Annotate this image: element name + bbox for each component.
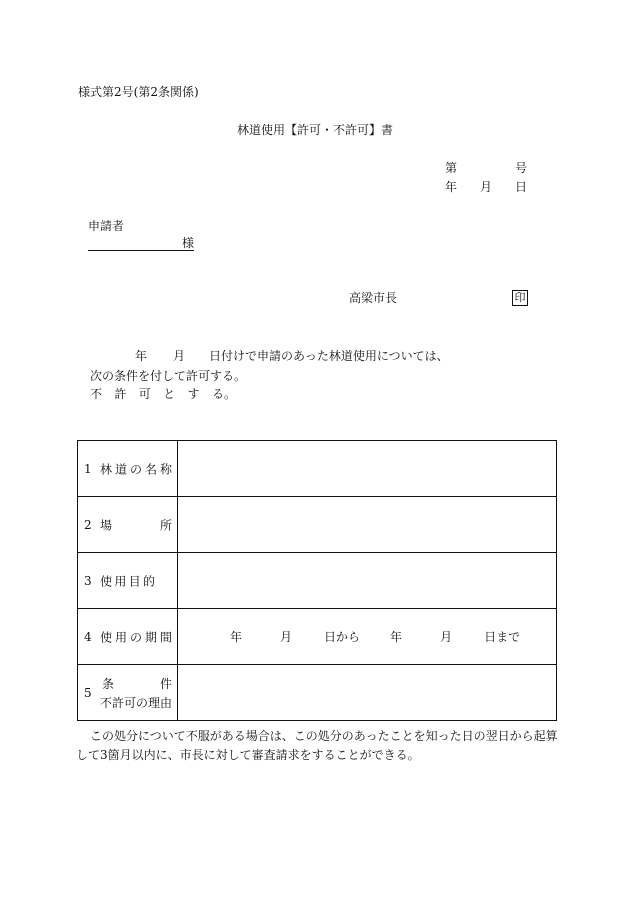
label-char: の — [129, 630, 142, 644]
row-label-location — [78, 497, 178, 553]
doc-date-day: 日 — [514, 180, 527, 194]
row-number: 3 — [84, 573, 92, 588]
row-number: 4 — [84, 629, 92, 644]
application-rest: 日付けで申請のあった林道使用については、 — [209, 349, 449, 363]
period-text — [178, 628, 556, 645]
deny-char: 不 — [90, 387, 103, 401]
issuer-name: 高梁市長 — [349, 291, 398, 305]
row-number: 1 — [84, 461, 92, 476]
row-value-forest-road-name[interactable] — [178, 441, 557, 497]
label-char: 条 — [102, 676, 115, 691]
applicant-label: 申請者 — [88, 219, 125, 233]
appeal-notice: この処分について不服がある場合は、この処分のあったことを知った日の翌日から起算して3箇月以内に、市長に対して審査請求をすることができる。 — [76, 729, 558, 762]
period-end-month: 月 — [440, 630, 453, 644]
application-month: 月 — [173, 349, 186, 363]
label-char: 名 — [144, 462, 157, 476]
label-char: 件 — [159, 676, 172, 691]
applicant-name-line — [88, 236, 194, 251]
application-year: 年 — [135, 349, 148, 363]
row-label-conditions — [78, 665, 178, 721]
row-value-purpose[interactable] — [178, 553, 557, 609]
label-char: 期 — [144, 630, 157, 644]
deny-reason-label: 不許可の理由 — [100, 695, 173, 710]
label-char: 用 — [114, 630, 127, 644]
row-number: 2 — [84, 517, 92, 532]
application-date-line — [135, 349, 449, 363]
label-char: 間 — [159, 630, 172, 644]
period-start-day: 日から — [324, 630, 361, 644]
label-char: の — [129, 462, 142, 476]
document-title: 林道使用【許可・不許可】書 — [236, 123, 393, 137]
label-char: 所 — [159, 518, 172, 532]
doc-no-suffix: 号 — [514, 161, 527, 175]
document-date — [445, 180, 527, 194]
label-char: 目 — [128, 574, 141, 588]
label-char: 林 — [100, 462, 113, 476]
row-value-period[interactable] — [178, 609, 557, 665]
doc-date-year: 年 — [445, 180, 458, 194]
form-number: 様式第2号(第2条関係) — [78, 85, 199, 99]
label-char: 称 — [159, 462, 172, 476]
deny-char: る。 — [211, 387, 236, 401]
applicant-honorific: 様 — [181, 236, 194, 250]
table-row — [78, 609, 557, 665]
label-char: 道 — [114, 462, 127, 476]
row-label-forest-road-name — [78, 441, 178, 497]
table-row — [78, 441, 557, 497]
label-char: 用 — [114, 574, 127, 588]
row-number: 5 — [84, 685, 92, 700]
period-start-month: 月 — [280, 630, 293, 644]
option-permit: 次の条件を付して許可する。 — [90, 369, 247, 383]
option-deny — [90, 387, 236, 401]
doc-no-prefix: 第 — [445, 161, 458, 175]
period-start-year: 年 — [230, 630, 243, 644]
row-value-conditions[interactable] — [178, 665, 557, 721]
period-end-day: 日まで — [484, 630, 521, 644]
period-end-year: 年 — [390, 630, 403, 644]
details-table — [77, 440, 557, 721]
row-value-location[interactable] — [178, 497, 557, 553]
label-char: 的 — [142, 574, 155, 588]
deny-char: 可 — [138, 387, 151, 401]
deny-char: す — [187, 387, 200, 401]
row-label-period — [78, 609, 178, 665]
row-label-purpose — [78, 553, 178, 609]
deny-char: 許 — [114, 387, 127, 401]
label-char: 使 — [100, 574, 113, 588]
table-row — [78, 497, 557, 553]
document-number — [445, 161, 527, 175]
seal-mark: 印 — [512, 290, 528, 306]
table-row — [78, 553, 557, 609]
label-char: 使 — [100, 630, 113, 644]
deny-char: と — [163, 387, 176, 401]
table-row — [78, 665, 557, 721]
doc-date-month: 月 — [479, 180, 492, 194]
label-char: 場 — [100, 518, 113, 532]
